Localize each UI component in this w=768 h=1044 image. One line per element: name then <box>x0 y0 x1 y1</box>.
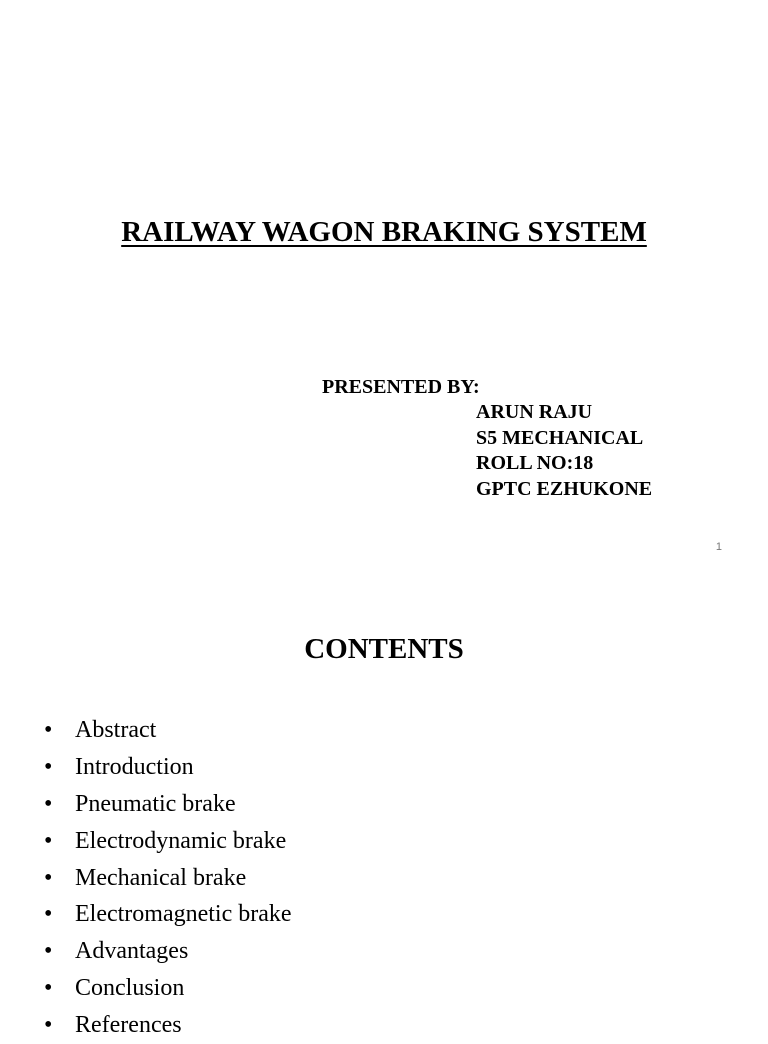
presenter-institution: GPTC EZHUKONE <box>476 477 653 500</box>
presented-by-label: PRESENTED BY: <box>322 376 480 398</box>
presenter-details <box>476 400 652 502</box>
list-item <box>44 970 292 1007</box>
list-item-label: Mechanical brake <box>75 864 247 891</box>
bullet-icon: • <box>44 901 53 928</box>
presentation-title: RAILWAY WAGON BRAKING SYSTEM <box>121 216 647 248</box>
list-item-label: Electromagnetic brake <box>75 901 292 928</box>
list-item-label: Pneumatic brake <box>75 790 236 817</box>
list-item-label: Introduction <box>75 753 194 780</box>
contents-heading: CONTENTS <box>304 633 464 665</box>
presenter-roll-no: ROLL NO:18 <box>476 452 594 474</box>
list-item <box>44 749 292 786</box>
list-item <box>44 933 292 970</box>
list-item <box>44 896 292 933</box>
list-item <box>44 860 292 897</box>
list-item <box>44 823 292 860</box>
contents-slide <box>0 576 768 1039</box>
bullet-icon: • <box>44 753 53 780</box>
contents-list <box>44 712 292 1044</box>
list-item-label: Conclusion <box>75 975 185 1002</box>
page-number: 1 <box>715 541 722 553</box>
bullet-icon: • <box>44 717 53 743</box>
bullet-icon: • <box>44 790 53 817</box>
bullet-icon: • <box>44 938 53 965</box>
list-item <box>44 1007 292 1044</box>
bullet-icon: • <box>44 864 53 891</box>
list-item-label: Advantages <box>75 938 189 965</box>
list-item-label: References <box>75 1012 182 1039</box>
list-item <box>44 786 292 823</box>
list-item-label: Abstract <box>75 717 157 743</box>
list-item-label: Electrodynamic brake <box>75 827 287 854</box>
bullet-icon: • <box>44 1012 53 1039</box>
bullet-icon: • <box>44 827 53 854</box>
presenter-name: ARUN RAJU <box>476 401 593 423</box>
presenter-class: S5 MECHANICAL <box>476 426 644 449</box>
list-item <box>44 712 292 749</box>
bullet-icon: • <box>44 975 53 1002</box>
